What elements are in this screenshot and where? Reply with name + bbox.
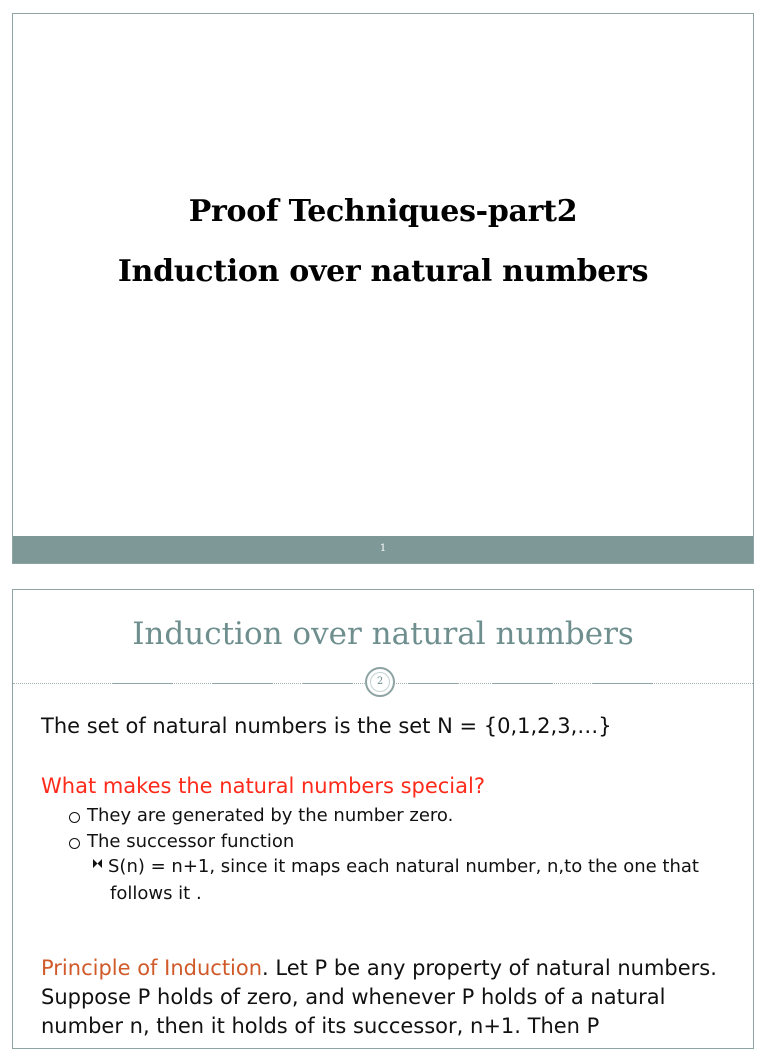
bullet-item: The successor function [87, 831, 295, 852]
divider-dash [493, 683, 553, 684]
hollow-circle-bullet-icon [69, 838, 80, 849]
special-question: What makes the natural numbers special? [41, 774, 485, 798]
sub-bullet-line-2: follows it . [110, 883, 202, 904]
slide-2 [12, 589, 754, 1049]
bowtie-bullet-icon [92, 858, 103, 869]
slide-1-title-line-2: Induction over natural numbers [117, 254, 649, 289]
bullet-item: They are generated by the number zero. [87, 805, 454, 826]
slide-1-footer-band [13, 536, 753, 563]
slide-2-page-number: 2 [376, 676, 384, 687]
divider-dash [303, 683, 353, 684]
sub-bullet-line-1: S(n) = n+1, since it maps each natural number, n,to the one that [108, 856, 699, 877]
principle-paragraph [41, 954, 741, 1041]
natural-numbers-set-statement: The set of natural numbers is the set N = {0,1,2,3,…} [41, 714, 612, 738]
divider-dash [213, 683, 273, 684]
slide-1 [12, 13, 754, 564]
slide-2-title: Induction over natural numbers [132, 616, 634, 652]
principle-text: . Let P be any property of natural numbers. Suppose P holds of zero, and whenever P holds of a natural number n, then it holds of its successor, n+1. Then P [41, 956, 717, 1038]
slide-number-circle [365, 667, 395, 697]
slide-1-title-line-1: Proof Techniques-part2 [188, 194, 578, 229]
hollow-circle-bullet-icon [69, 812, 80, 823]
slide-1-page-number: 1 [379, 543, 387, 554]
divider-dash [593, 683, 653, 684]
divider-dash [113, 683, 173, 684]
principle-label: Principle of Induction [41, 956, 263, 980]
divider-dash [408, 683, 458, 684]
